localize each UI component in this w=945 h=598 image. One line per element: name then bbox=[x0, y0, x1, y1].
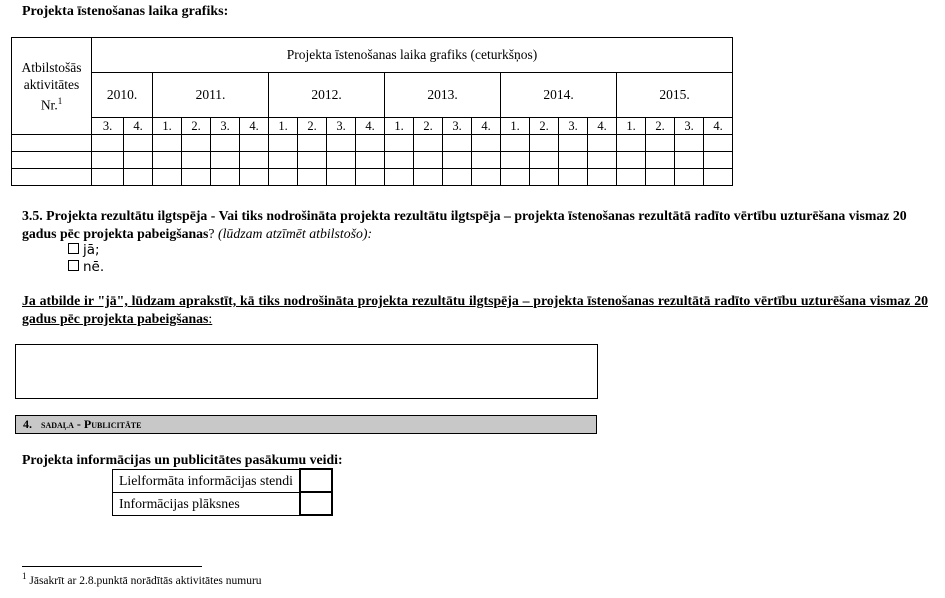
quarter-cell[interactable] bbox=[182, 135, 211, 152]
quarter-cell[interactable] bbox=[530, 169, 559, 186]
table-row bbox=[113, 469, 332, 492]
schedule-heading: Projekta īstenošanas laika grafiks: bbox=[22, 4, 229, 19]
quarter-header: 4. bbox=[704, 118, 733, 135]
quarter-header: 1. bbox=[385, 118, 414, 135]
quarter-cell[interactable] bbox=[443, 152, 472, 169]
schedule-table bbox=[11, 37, 733, 186]
quarter-cell[interactable] bbox=[646, 152, 675, 169]
quarter-cell[interactable] bbox=[617, 152, 646, 169]
quarter-header: 4. bbox=[356, 118, 385, 135]
quarter-cell[interactable] bbox=[153, 169, 182, 186]
footnote-mark: 1 bbox=[22, 571, 27, 581]
quarter-cell[interactable] bbox=[414, 169, 443, 186]
table-row bbox=[113, 492, 332, 515]
quarter-cell[interactable] bbox=[240, 152, 269, 169]
quarter-cell[interactable] bbox=[327, 169, 356, 186]
footnote-text: Jāsakrīt ar 2.8.punktā norādītās aktivitātes numuru bbox=[29, 574, 262, 587]
quarter-cell[interactable] bbox=[704, 135, 733, 152]
quarter-cell[interactable] bbox=[646, 135, 675, 152]
footnote-divider bbox=[22, 566, 202, 567]
quarter-header: 4. bbox=[472, 118, 501, 135]
quarter-cell[interactable] bbox=[501, 169, 530, 186]
quarter-cell[interactable] bbox=[385, 169, 414, 186]
quarter-cell[interactable] bbox=[153, 135, 182, 152]
option-no-label: nē. bbox=[83, 259, 105, 275]
section-4-title: sadaļa - Publicitāte bbox=[41, 417, 142, 431]
quarter-cell[interactable] bbox=[385, 135, 414, 152]
quarter-cell[interactable] bbox=[153, 152, 182, 169]
quarter-cell[interactable] bbox=[704, 152, 733, 169]
footnote bbox=[22, 571, 262, 587]
quarter-cell[interactable] bbox=[559, 135, 588, 152]
question-mark: ? bbox=[208, 226, 215, 241]
table-row bbox=[12, 152, 733, 169]
quarter-cell[interactable] bbox=[92, 135, 124, 152]
publicity-item: Lielformāta informācijas stendi bbox=[113, 469, 300, 492]
publicity-table bbox=[112, 468, 333, 516]
checkbox-no[interactable] bbox=[68, 260, 79, 271]
quarter-cell[interactable] bbox=[617, 169, 646, 186]
activity-number-header: Atbilstošās aktivitātes Nr.$^1$ bbox=[12, 38, 92, 135]
quarter-cell[interactable] bbox=[414, 135, 443, 152]
year-header: 2010. bbox=[92, 73, 153, 118]
quarter-cell[interactable] bbox=[356, 169, 385, 186]
year-header: 2014. bbox=[501, 73, 617, 118]
checkbox-yes[interactable] bbox=[68, 243, 79, 254]
quarter-cell[interactable] bbox=[472, 135, 501, 152]
year-header: 2012. bbox=[269, 73, 385, 118]
quarter-cell[interactable] bbox=[182, 169, 211, 186]
quarter-header: 1. bbox=[269, 118, 298, 135]
quarter-cell[interactable] bbox=[327, 152, 356, 169]
quarter-cell[interactable] bbox=[414, 152, 443, 169]
description-answer-box[interactable] bbox=[15, 344, 598, 399]
table-row bbox=[12, 169, 733, 186]
quarter-cell[interactable] bbox=[588, 152, 617, 169]
quarter-cell[interactable] bbox=[501, 152, 530, 169]
quarter-cell[interactable] bbox=[298, 152, 327, 169]
quarter-cell[interactable] bbox=[124, 169, 153, 186]
quarter-cell[interactable] bbox=[92, 169, 124, 186]
quarter-cell[interactable] bbox=[124, 135, 153, 152]
quarter-header: 1. bbox=[153, 118, 182, 135]
quarter-header: 2. bbox=[530, 118, 559, 135]
quarter-header: 4. bbox=[588, 118, 617, 135]
quarter-cell[interactable] bbox=[617, 135, 646, 152]
quarter-cell[interactable] bbox=[92, 152, 124, 169]
activity-number-cell[interactable] bbox=[12, 152, 92, 169]
quarter-header: 3. bbox=[211, 118, 240, 135]
quarter-cell[interactable] bbox=[182, 152, 211, 169]
publicity-title: Projekta informācijas un publicitātes pasākumu veidi: bbox=[22, 452, 343, 467]
quarter-header: 2. bbox=[646, 118, 675, 135]
quarter-cell[interactable] bbox=[559, 169, 588, 186]
quarter-cell[interactable] bbox=[704, 169, 733, 186]
quarter-cell[interactable] bbox=[269, 135, 298, 152]
quarter-cell[interactable] bbox=[240, 169, 269, 186]
quarter-header: 4. bbox=[124, 118, 153, 135]
quarter-cell[interactable] bbox=[675, 135, 704, 152]
quarter-cell[interactable] bbox=[675, 152, 704, 169]
description-instruction: Ja atbilde ir "jā", lūdzam aprakstīt, kā tiks nodrošināta projekta rezultātu ilgtspēja – projekta īstenošanas rezultātā radīto vērtību uzturēšana vismaz 20 gadus pēc projekta pabeigšanas: bbox=[22, 293, 928, 326]
quarter-cell[interactable] bbox=[124, 152, 153, 169]
quarter-cell[interactable] bbox=[211, 135, 240, 152]
year-header: 2011. bbox=[153, 73, 269, 118]
option-yes-label: jā; bbox=[83, 242, 100, 258]
quarter-cell[interactable] bbox=[327, 135, 356, 152]
quarter-header: 3. bbox=[559, 118, 588, 135]
quarter-cell[interactable] bbox=[559, 152, 588, 169]
schedule-table-title: Projekta īstenošanas laika grafiks (ceturkšņos) bbox=[92, 38, 733, 73]
quarter-cell[interactable] bbox=[211, 169, 240, 186]
quarter-cell[interactable] bbox=[588, 169, 617, 186]
quarter-cell[interactable] bbox=[501, 135, 530, 152]
quarter-cell[interactable] bbox=[269, 152, 298, 169]
quarter-header: 1. bbox=[501, 118, 530, 135]
quarter-cell[interactable] bbox=[588, 135, 617, 152]
year-header: 2013. bbox=[385, 73, 501, 118]
publicity-item: Informācijas plāksnes bbox=[113, 492, 300, 515]
quarter-cell[interactable] bbox=[443, 169, 472, 186]
quarter-cell[interactable] bbox=[356, 152, 385, 169]
quarter-header: 3. bbox=[443, 118, 472, 135]
year-header: 2015. bbox=[617, 73, 733, 118]
quarter-cell[interactable] bbox=[472, 169, 501, 186]
quarter-cell[interactable] bbox=[211, 152, 240, 169]
quarter-header: 3. bbox=[675, 118, 704, 135]
publicity-checkbox-stands[interactable] bbox=[300, 469, 332, 492]
quarter-cell[interactable] bbox=[530, 135, 559, 152]
quarter-cell[interactable] bbox=[385, 152, 414, 169]
quarter-header: 4. bbox=[240, 118, 269, 135]
quarter-cell[interactable] bbox=[472, 152, 501, 169]
quarter-cell[interactable] bbox=[646, 169, 675, 186]
quarter-cell[interactable] bbox=[356, 135, 385, 152]
quarter-cell[interactable] bbox=[443, 135, 472, 152]
publicity-checkbox-plaques[interactable] bbox=[300, 492, 332, 515]
quarter-header: 3. bbox=[92, 118, 124, 135]
section-4-header bbox=[15, 415, 597, 434]
quarter-header: 2. bbox=[298, 118, 327, 135]
table-row bbox=[12, 135, 733, 152]
quarter-header: 2. bbox=[414, 118, 443, 135]
quarter-header: 1. bbox=[617, 118, 646, 135]
section-3-5 bbox=[22, 207, 932, 243]
section-4-number: 4. bbox=[23, 417, 32, 431]
option-yes[interactable] bbox=[68, 242, 100, 258]
option-no[interactable] bbox=[68, 259, 104, 275]
quarter-cell[interactable] bbox=[675, 169, 704, 186]
quarter-cell[interactable] bbox=[298, 169, 327, 186]
activity-number-cell[interactable] bbox=[12, 135, 92, 152]
quarter-header: 3. bbox=[327, 118, 356, 135]
quarter-cell[interactable] bbox=[240, 135, 269, 152]
quarter-header: 2. bbox=[182, 118, 211, 135]
quarter-cell[interactable] bbox=[298, 135, 327, 152]
quarter-cell[interactable] bbox=[269, 169, 298, 186]
activity-number-cell[interactable] bbox=[12, 169, 92, 186]
selection-hint: (lūdzam atzīmēt atbilstošo): bbox=[218, 226, 373, 241]
sustainability-question: 3.5. Projekta rezultātu ilgtspēja - Vai tiks nodrošināta projekta rezultātu ilgtspēja – projekta īstenošanas rezultātā radīto vērtību uzturēšana vismaz 20 gadus pēc projekta pabeigšanas bbox=[22, 208, 907, 241]
quarter-cell[interactable] bbox=[530, 152, 559, 169]
footnote-ref: 1 bbox=[57, 95, 63, 106]
